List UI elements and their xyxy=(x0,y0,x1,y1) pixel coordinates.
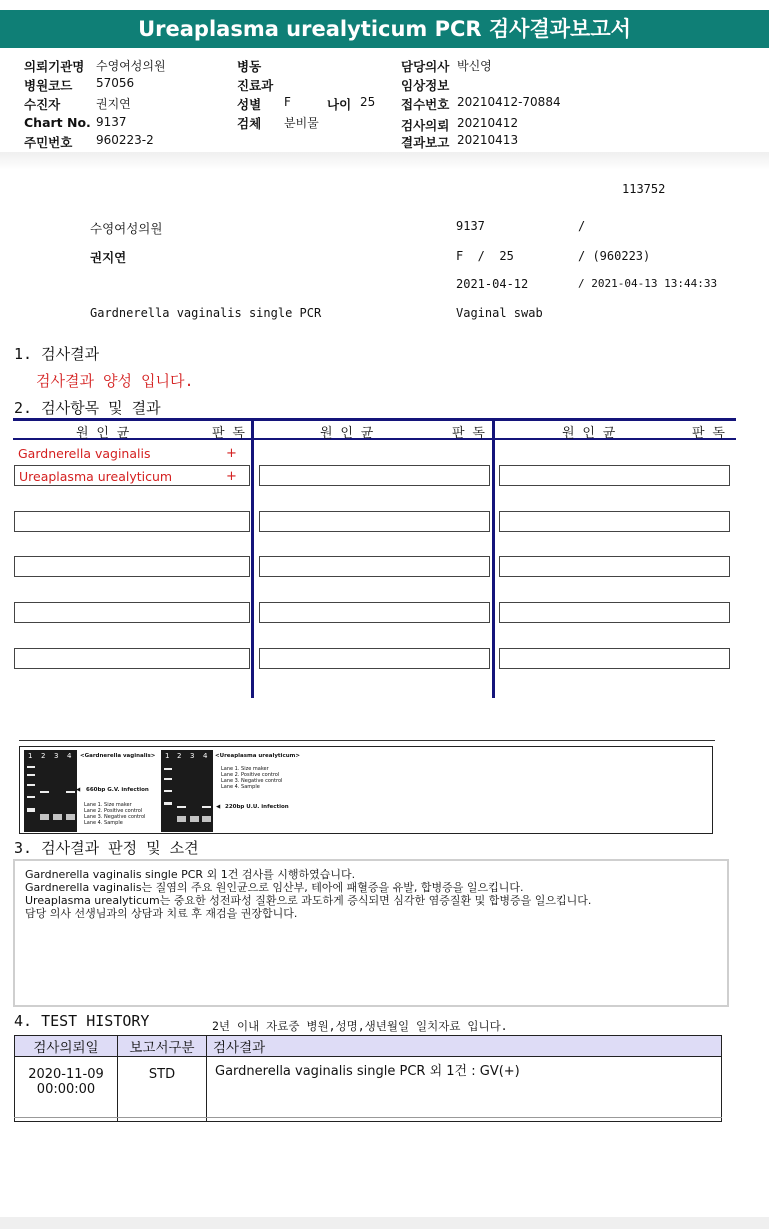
empty-cell xyxy=(499,556,730,577)
gel-band xyxy=(40,814,49,820)
opinion-line: Gardnerella vaginalis는 질염의 주요 원인균으로 임산부, 테아에 패혈증을 유발, 합병증을 일으킵니다. xyxy=(25,881,524,894)
history-note: 2년 이내 자료중 병원,성명,생년월일 일치자료 입니다. xyxy=(212,1019,508,1033)
value-specimen: 분비물 xyxy=(284,116,319,130)
gel-left-band-label: 660bp G.V. infection xyxy=(86,787,149,793)
lane-num: 4 xyxy=(203,752,208,760)
grid-divider-2 xyxy=(492,418,495,698)
label-specimen: 검체 xyxy=(237,116,262,131)
opinion-line: Gardnerella vaginalis single PCR 외 1건 검사를 시행하였습니다. xyxy=(25,868,356,881)
label-patient: 수진자 xyxy=(24,97,61,112)
empty-cell xyxy=(499,602,730,623)
history-type: STD xyxy=(118,1057,207,1122)
gel-legend: Lane 2. Positive control xyxy=(221,772,280,778)
col3-pathogen-header: 원 인 균 xyxy=(562,426,616,441)
lane-num: 1 xyxy=(165,752,170,760)
info-specimen: Vaginal swab xyxy=(456,306,543,320)
label-hospital-code: 병원코드 xyxy=(24,78,73,93)
gel-band xyxy=(40,791,49,793)
gel-right-title: <Ureaplasma urealyticum> xyxy=(215,753,300,759)
info-request-date: 2021-04-12 xyxy=(456,277,529,291)
history-col-type: 보고서구분 xyxy=(118,1036,207,1057)
empty-cell xyxy=(499,465,730,486)
label-chart-no: Chart No. xyxy=(24,115,91,130)
info-patient: 권지연 xyxy=(90,250,127,265)
history-result: Gardnerella vaginalis single PCR 외 1건 : GV(+) xyxy=(207,1057,722,1122)
label-ward: 병동 xyxy=(237,59,262,74)
gel-legend: Lane 1. Size maker xyxy=(84,802,132,808)
item-result-1: + xyxy=(226,446,237,461)
col3-judge-header: 판 독 xyxy=(692,426,725,441)
history-date-cell xyxy=(15,1057,118,1122)
label-clinical-info: 임상정보 xyxy=(401,78,450,93)
info-slash: / xyxy=(578,219,586,233)
gel-left-title: <Gardnerella vaginalis> xyxy=(80,753,156,759)
gel-band xyxy=(164,778,172,780)
gel-band xyxy=(202,806,211,808)
gel-left-image xyxy=(24,750,77,832)
gel-legend: Lane 3. Negative control xyxy=(221,778,283,784)
label-resident-no: 주민번호 xyxy=(24,135,73,150)
history-date: 2020-11-09 xyxy=(28,1067,104,1082)
gel-band xyxy=(164,802,172,805)
opinion-line: Ureaplasma urealyticum는 중요한 성전파성 질환으로 과도하게 증식되면 심각한 염증질환 및 합병증을 일으킵니다. xyxy=(25,894,592,907)
info-birth: / (960223) xyxy=(578,249,651,263)
gel-left-arrow: ◀ xyxy=(76,787,81,793)
gel-top-rule xyxy=(19,740,715,741)
empty-cell xyxy=(14,648,250,669)
gel-figure xyxy=(19,746,713,834)
gel-right-arrow: ◀ xyxy=(216,804,221,810)
label-doctor: 담당의사 xyxy=(401,59,450,74)
value-sex: F xyxy=(284,95,291,109)
gel-legend: Lane 2. Positive control xyxy=(84,808,143,814)
history-bottom-rule xyxy=(14,1117,722,1118)
value-receipt-no: 20210412-70884 xyxy=(457,95,561,109)
gel-band xyxy=(164,768,172,770)
opinion-text xyxy=(25,868,591,920)
section3-title: 3. 검사결과 판정 및 소견 xyxy=(14,839,199,857)
empty-cell xyxy=(499,511,730,532)
section4-title: 4. TEST HISTORY xyxy=(14,1012,150,1030)
report-title: Ureaplasma urealyticum PCR 검사결과보고서 xyxy=(0,10,769,48)
gel-legend: Lane 3. Negative control xyxy=(84,814,146,820)
section1-title: 1. 검사결과 xyxy=(14,345,100,363)
empty-cell xyxy=(259,648,490,669)
value-report-date: 20210413 xyxy=(457,133,519,147)
value-clinic: 수영여성의원 xyxy=(96,59,166,73)
label-clinic: 의뢰기관명 xyxy=(24,59,85,74)
item-result-2: + xyxy=(226,469,237,484)
history-header-row xyxy=(15,1036,722,1057)
item-name-2: Ureaplasma urealyticum xyxy=(19,469,173,484)
gel-right-band-label: 220bp U.U. infection xyxy=(225,804,289,810)
lane-num: 2 xyxy=(41,752,46,760)
lane-num: 3 xyxy=(54,752,59,760)
table-row xyxy=(15,1057,722,1122)
empty-cell xyxy=(499,648,730,669)
gel-legend: Lane 4. Sample xyxy=(84,820,123,826)
gel-band xyxy=(27,766,35,768)
label-report-date: 결과보고 xyxy=(401,135,450,150)
empty-cell xyxy=(14,511,250,532)
item-name-1: Gardnerella vaginalis xyxy=(18,446,151,461)
gel-legend: Lane 1. Size maker xyxy=(221,766,269,772)
label-sex: 성별 xyxy=(237,97,262,112)
info-sex-age: F / 25 xyxy=(456,249,514,263)
report-code: 113752 xyxy=(622,182,666,196)
info-report-datetime: / 2021-04-13 13:44:33 xyxy=(578,277,718,290)
opinion-line: 담당 의사 선생님과의 상담과 치료 후 재검을 권장합니다. xyxy=(25,907,298,920)
empty-cell xyxy=(259,465,490,486)
col1-pathogen-header: 원 인 균 xyxy=(76,426,130,441)
gel-band xyxy=(27,774,35,776)
lane-num: 4 xyxy=(67,752,72,760)
gel-band xyxy=(202,816,211,822)
opinion-box xyxy=(13,859,729,1007)
gel-band xyxy=(27,796,35,798)
empty-cell xyxy=(259,511,490,532)
grid-divider-1 xyxy=(251,418,254,698)
history-col-date: 검사의뢰일 xyxy=(15,1036,118,1057)
info-test-name: Gardnerella vaginalis single PCR xyxy=(90,306,322,320)
gel-right-image xyxy=(161,750,213,832)
empty-cell xyxy=(14,556,250,577)
section1-result: 검사결과 양성 입니다. xyxy=(36,372,194,390)
value-age: 25 xyxy=(360,95,376,109)
empty-cell xyxy=(14,602,250,623)
info-clinic: 수영여성의원 xyxy=(90,221,163,236)
value-resident-no: 960223-2 xyxy=(96,133,154,147)
gel-band xyxy=(27,808,35,812)
empty-cell xyxy=(259,556,490,577)
value-patient: 권지연 xyxy=(96,97,131,111)
value-doctor: 박신영 xyxy=(457,59,492,73)
col2-pathogen-header: 원 인 균 xyxy=(320,426,374,441)
col1-judge-header: 판 독 xyxy=(212,426,245,441)
gel-band xyxy=(190,816,199,822)
gel-legend: Lane 4. Sample xyxy=(221,784,260,790)
gel-band xyxy=(27,784,35,786)
lane-num: 1 xyxy=(28,752,33,760)
label-receipt-no: 접수번호 xyxy=(401,97,450,112)
grid-top-line xyxy=(13,418,736,421)
gel-band xyxy=(66,814,75,820)
lane-num: 3 xyxy=(190,752,195,760)
gel-band xyxy=(53,814,62,820)
value-hospital-code: 57056 xyxy=(96,76,135,90)
history-table xyxy=(14,1035,722,1122)
footer-strip xyxy=(0,1217,769,1229)
value-request-date: 20210412 xyxy=(457,116,519,130)
history-time: 00:00:00 xyxy=(36,1082,96,1097)
gel-band xyxy=(177,806,186,808)
header-separator xyxy=(0,152,769,170)
col2-judge-header: 판 독 xyxy=(452,426,485,441)
empty-cell xyxy=(259,602,490,623)
label-department: 진료과 xyxy=(237,78,274,93)
gel-band xyxy=(177,816,186,822)
lane-num: 2 xyxy=(177,752,182,760)
value-chart-no: 9137 xyxy=(96,115,127,129)
gel-band xyxy=(164,790,172,792)
label-request-date: 검사의뢰 xyxy=(401,118,450,133)
info-chart: 9137 xyxy=(456,219,485,233)
label-age: 나이 xyxy=(327,97,352,112)
history-col-result: 검사결과 xyxy=(207,1036,722,1057)
section2-title: 2. 검사항목 및 결과 xyxy=(14,399,161,417)
gel-band xyxy=(66,791,75,793)
